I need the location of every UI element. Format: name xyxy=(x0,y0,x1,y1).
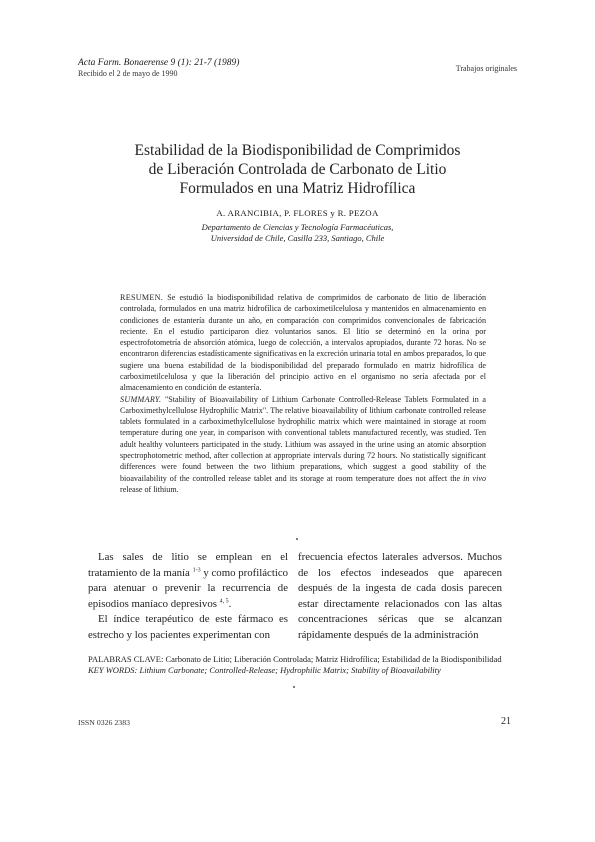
summary-italic: in vivo xyxy=(463,473,486,483)
affiliation-line: Universidad de Chile, Casilla 233, Santiago, Chile xyxy=(210,233,385,243)
keywords-en-label: KEY WORDS: xyxy=(88,664,138,675)
affiliation xyxy=(60,222,535,244)
title-line: de Liberación Controlada de Carbonato de Litio xyxy=(148,161,447,178)
resumen-paragraph xyxy=(120,292,486,394)
body-text: Las sales de litio se emplean en el tratamiento de la manía xyxy=(88,551,288,579)
summary-paragraph xyxy=(120,394,486,496)
body-column-right xyxy=(298,550,502,643)
title-line: Formulados en una Matriz Hidrofílica xyxy=(179,180,416,197)
body-paragraph xyxy=(88,550,288,612)
section-label: Trabajos originales xyxy=(455,64,517,73)
citation-superscript: 1-3 xyxy=(192,566,201,573)
body-paragraph: frecuencia efectos laterales adversos. Muchos de los efectos indeseados que aparecen después de la ingesta de cada dosis parecen estar directamente relacionados con las altas concentraciones séricas que se alcanzan rápidamente después de la administración xyxy=(298,551,502,641)
keywords-es-text: Carbonato de Litio; Liberación Controlada; Matriz Hidrofílica; Estabilidad de la Biodisponibilidad xyxy=(165,654,502,664)
scan-speck xyxy=(296,538,298,540)
abstract xyxy=(120,292,486,495)
resumen-label: RESUMEN. xyxy=(120,293,164,302)
summary-text: "Stability of Bioavailability of Lithium Carbonate Controlled-Release Tablets Formulated in a Carboximethylcellulose Hydrophilic Matrix". The relative bioavailability of lithium carbonate controlled release tablets formulated in a carboximethylcellulose hydrophilic matrix which were maintained in storage at room temperature during one year, in comparison with conventional tablets manufactured recently, was studied. Ten adult healthy volunteers participated in the study. Lithium was assayed in the urine using an atomic absorption spectrophotometric method, after collection at appropriate intervals during 72 hours. No statistically significant differences were found between the two lithium preparations, which suggest a good stability of the bioavailability of the controlled release tablet and its storage at room temperature does not affect the xyxy=(120,394,486,483)
page-number: 21 xyxy=(501,716,511,727)
keywords-en-text: Lithium Carbonate; Controlled-Release; Hydrophilic Matrix; Stability of Bioavailability xyxy=(139,664,441,675)
issn: ISSN 0326 2383 xyxy=(78,718,130,727)
keywords-es xyxy=(88,654,508,665)
body-text: y como profiláctico para atenuar o prevenir la recurrencia de episodios maníaco depresivos xyxy=(88,566,289,610)
summary-text-end: release of lithium. xyxy=(120,484,179,494)
resumen-text: Se estudió la biodisponibilidad relativa de comprimidos de carbonato de litio de liberación controlada, formulados en una matriz hidrofílica de carboximetilcelulosa y mantenidos en almacenamiento en condiciones de estantería durante un año, en comparación con comprimidos convencionales de fabricación reciente. En el estudio participaron diez voluntarios sanos. El litio se determinó en la orina por espectrofotometría de absorción atómica, luego de colección, a intervalos apropiados, durante 72 horas. No se encontraron diferencias estadísticamente significativas en la excreción urinaria total en ambos preparados, lo que sugiere una buena estabilidad de la biodisponibilidad del preparado formulado en matriz hidrofílica de carboximetilcelulosa y que la liberación del principio activo en el organismo no sería afectada por el almacenamiento en condición de estantería. xyxy=(120,293,486,393)
received-date: Recibido el 2 de mayo de 1990 xyxy=(78,69,178,78)
keywords-en xyxy=(88,665,508,676)
title-line: Estabilidad de la Biodisponibilidad de Comprimidos xyxy=(134,142,461,159)
scan-speck xyxy=(293,686,295,688)
body-column-left xyxy=(88,550,288,643)
body-text: . xyxy=(228,597,232,610)
keywords xyxy=(88,654,508,675)
journal-citation: Acta Farm. Bonaerense 9 (1): 21-7 (1989) xyxy=(78,58,240,68)
keywords-es-label: PALABRAS CLAVE: xyxy=(88,654,164,664)
body-paragraph: El índice terapéutico de este fármaco es estrecho y los pacientes experimentan con xyxy=(88,613,288,641)
authors: A. ARANCIBIA, P. FLORES y R. PEZOA xyxy=(216,208,379,218)
citation-superscript: 4, 5 xyxy=(219,597,229,604)
affiliation-line: Departamento de Ciencias y Tecnología Farmacéuticas, xyxy=(201,222,394,232)
paper-title xyxy=(60,141,535,198)
summary-label: SUMMARY. xyxy=(120,394,162,404)
